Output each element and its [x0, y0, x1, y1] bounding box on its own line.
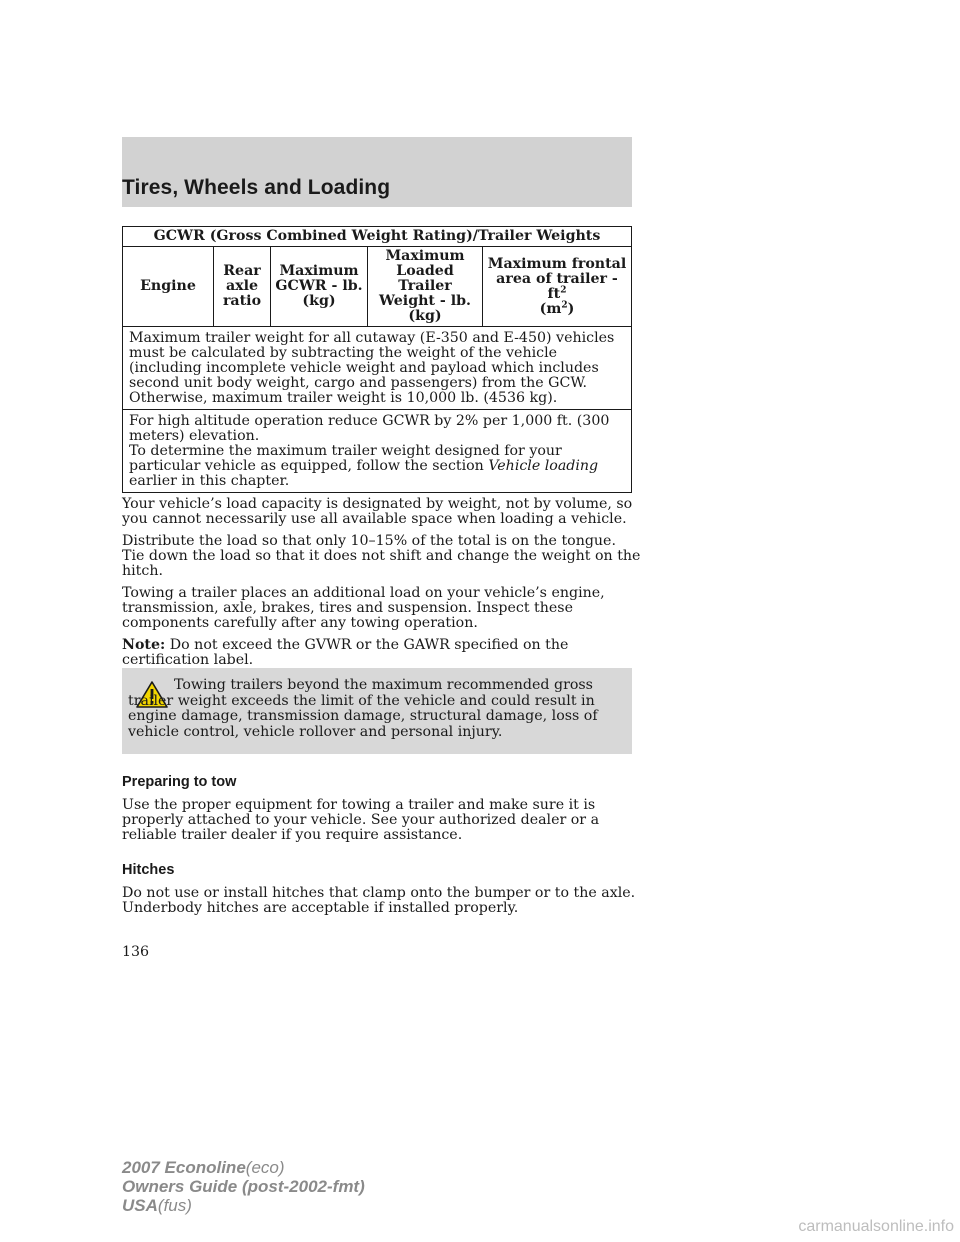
col-frontal-area [483, 247, 632, 327]
heading-hitches: Hitches [122, 862, 175, 878]
warning-box [122, 668, 632, 754]
frontal-area-sup: 2 [560, 284, 567, 295]
note-text: Do not exceed the GVWR or the GAWR specified on the certification label. [122, 637, 569, 668]
paragraph-load-capacity: Your vehicle’s load capacity is designated by weight, not by volume, so you cannot necessarily use all available space when loading a vehicle. [122, 496, 633, 527]
body-paragraphs [122, 497, 642, 668]
vehicle-loading-reference: Vehicle loading [488, 458, 599, 474]
frontal-area-metric-sup: 2 [561, 299, 568, 310]
footer-line-3 [122, 1196, 365, 1215]
col-frontal-area-label: Maximum frontal area of trailer - ft [487, 255, 627, 302]
paragraph-hitches: Do not use or install hitches that clamp onto the bumper or to the axle. Underbody hitches are acceptable if installed properly. [122, 885, 636, 916]
paragraph-note [122, 638, 642, 668]
site-watermark: carmanualsonline.info [798, 1218, 954, 1235]
col-frontal-area-metric-close: ) [567, 300, 575, 317]
warning-text: Towing trailers beyond the maximum recommended gross trailer weight exceeds the limit of the vehicle and could result in engine damage, transmission damage, structural damage, loss of vehicle control, vehicle rollover and personal injury. [128, 677, 598, 740]
col-axle-ratio: Rear axle ratio [214, 247, 271, 327]
gcwr-table [122, 226, 632, 493]
table-note-1: Maximum trailer weight for all cutaway (E-350 and E-450) vehicles must be calculated by subtracting the weight of the vehicle (including incomplete vehicle weight and payload which includes second unit body weight, cargo and passengers) from the GCW. Otherwise, maximum trailer weight is 10,000 lb. (4536 kg). [123, 327, 632, 410]
document-footer [122, 1158, 365, 1215]
col-trailer-weight: Maximum Loaded Trailer Weight - lb. (kg) [368, 247, 483, 327]
footer-region-code: (fus) [157, 1196, 192, 1215]
table-title: GCWR (Gross Combined Weight Rating)/Trailer Weights [123, 227, 632, 247]
footer-line-1 [122, 1158, 365, 1177]
footer-model-code: (eco) [245, 1158, 285, 1177]
footer-model: 2007 Econoline [122, 1158, 246, 1177]
paragraph-preparing-to-tow: Use the proper equipment for towing a trailer and make sure it is properly attached to your vehicle. See your authorized dealer or a reliable trailer dealer if you require assistance. [122, 797, 600, 843]
table-note-2 [123, 410, 632, 493]
page-number: 136 [122, 944, 150, 960]
warning-text-block [128, 678, 628, 740]
note-label: Note: [122, 637, 166, 653]
table-note-row-2 [123, 410, 632, 493]
col-gcwr: Maximum GCWR - lb. (kg) [271, 247, 368, 327]
table-note-row-1 [123, 327, 632, 410]
footer-region: USA [122, 1196, 158, 1215]
paragraph-distribute-load: Distribute the load so that only 10–15% of the total is on the tongue. Tie down the load so that it does not shift and change the weight on the hitch. [122, 533, 641, 579]
table-title-row [123, 227, 632, 247]
col-frontal-area-metric: (m [539, 300, 562, 317]
footer-guide: Owners Guide (post-2002-fmt) [122, 1177, 365, 1196]
table-note-2-line1: For high altitude operation reduce GCWR by 2% per 1,000 ft. (300 meters) elevation. [129, 413, 610, 444]
table-note-2-line2: To determine the maximum trailer weight designed for your particular vehicle as equipped, follow the section [129, 443, 562, 474]
paragraph-towing-load: Towing a trailer places an additional load on your vehicle’s engine, transmission, axle, brakes, tires and suspension. Inspect these components carefully after any towing operation. [122, 585, 605, 631]
section-title: Tires, Wheels and Loading [122, 176, 391, 199]
footer-line-2 [122, 1177, 365, 1196]
table-note-2-line2-end: earlier in this chapter. [129, 473, 290, 489]
heading-preparing-to-tow: Preparing to tow [122, 774, 237, 790]
col-engine: Engine [123, 247, 214, 327]
table-header-row [123, 247, 632, 327]
